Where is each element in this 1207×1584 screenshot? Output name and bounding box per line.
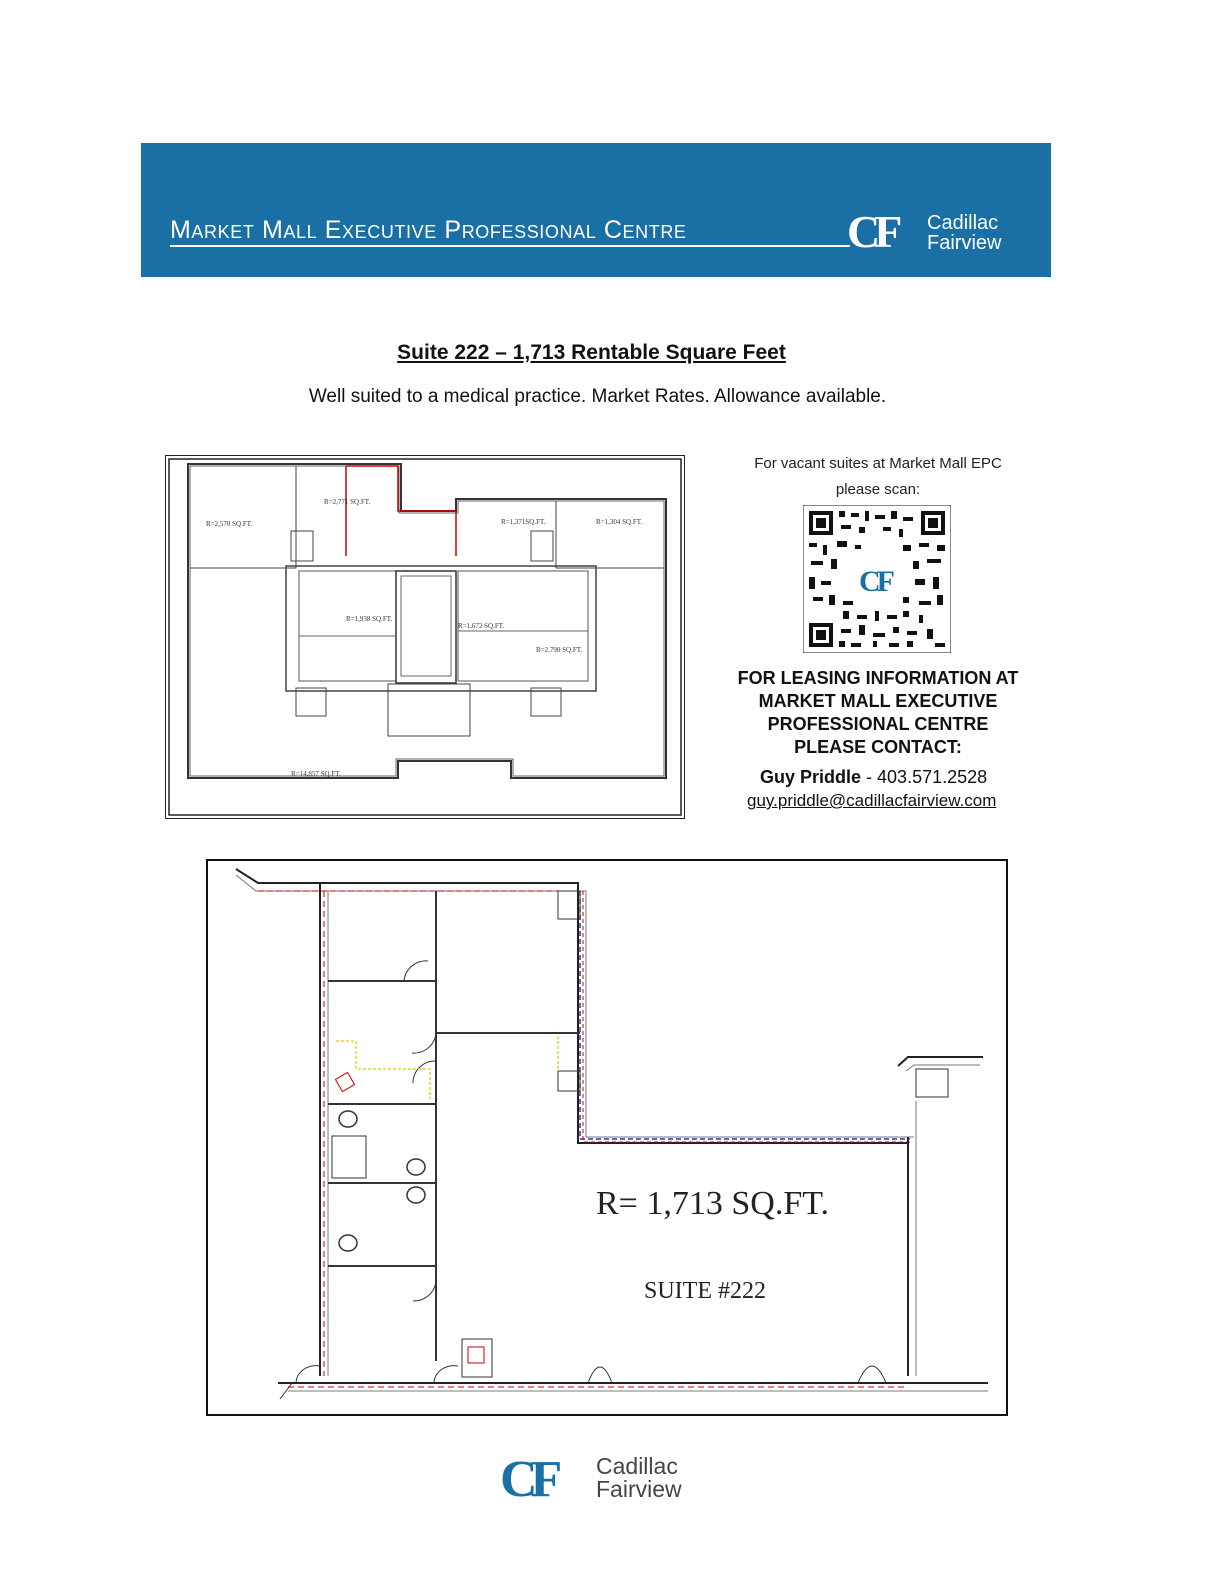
svg-text:R=2,790 SQ.FT.: R=2,790 SQ.FT. <box>536 646 583 654</box>
contact-line <box>760 767 987 788</box>
contact-name: Guy Priddle <box>760 767 862 787</box>
footer-logo-word1: Cadillac <box>596 1453 678 1479</box>
header-banner <box>141 143 1051 277</box>
svg-text:R=1,938 SQ.FT.: R=1,938 SQ.FT. <box>346 615 393 623</box>
svg-text:R=1,304 SQ.FT.: R=1,304 SQ.FT. <box>596 518 643 526</box>
scan-instructions <box>733 451 1023 503</box>
suite-area-label: R= 1,713 SQ.FT. <box>596 1185 829 1222</box>
qr-code-icon[interactable] <box>803 505 951 653</box>
banner-logo-mark: CF <box>847 209 897 253</box>
page-title: Suite 222 – 1,713 Rentable Square Feet <box>397 341 786 364</box>
suite-number-label: SUITE #222 <box>644 1278 766 1304</box>
svg-text:R=1,672 SQ.FT.: R=1,672 SQ.FT. <box>458 622 505 630</box>
footer-logo-mark: CF <box>500 1452 556 1500</box>
qr-logo-mark: CF <box>859 565 891 598</box>
scan-instructions-line2: please scan: <box>835 481 921 498</box>
footer-logo-word2: Fairview <box>596 1476 682 1500</box>
contact-email-link[interactable]: guy.priddle@cadillacfairview.com <box>747 791 997 810</box>
svg-text:R=2,570 SQ.FT.: R=2,570 SQ.FT. <box>206 520 253 528</box>
banner-logo-word1: Cadillac <box>927 212 999 234</box>
scan-instructions-line1: For vacant suites at Market Mall EPC <box>754 455 1002 472</box>
floor-plan-overview-drawing <box>166 456 684 818</box>
banner-logo-word2: Fairview <box>927 232 1002 253</box>
suite-floor-plan-drawing <box>208 861 1006 1414</box>
leasing-info: FOR LEASING INFORMATION AT MARKET MALL EXECUTIVE PROFESSIONAL CENTRE PLEASE CONTACT: <box>737 668 1019 757</box>
page-subtitle: Well suited to a medical practice. Market Rates. Allowance available. <box>308 386 887 407</box>
banner-rule <box>170 245 850 247</box>
suite-floor-plan <box>206 859 1008 1416</box>
svg-text:R=2,771 SQ.FT.: R=2,771 SQ.FT. <box>324 498 371 506</box>
contact-phone: 403.571.2528 <box>877 767 988 787</box>
floor-plan-overview <box>165 455 685 819</box>
svg-text:R=14,857 SQ.FT.: R=14,857 SQ.FT. <box>291 770 341 778</box>
banner-title: Market Mall Executive Professional Centre <box>170 216 687 244</box>
svg-text:R=1,371SQ.FT.: R=1,371SQ.FT. <box>501 518 546 526</box>
cadillac-fairview-logo <box>847 209 1022 253</box>
cadillac-fairview-footer-logo <box>500 1452 700 1500</box>
contact-separator: - <box>861 767 878 787</box>
